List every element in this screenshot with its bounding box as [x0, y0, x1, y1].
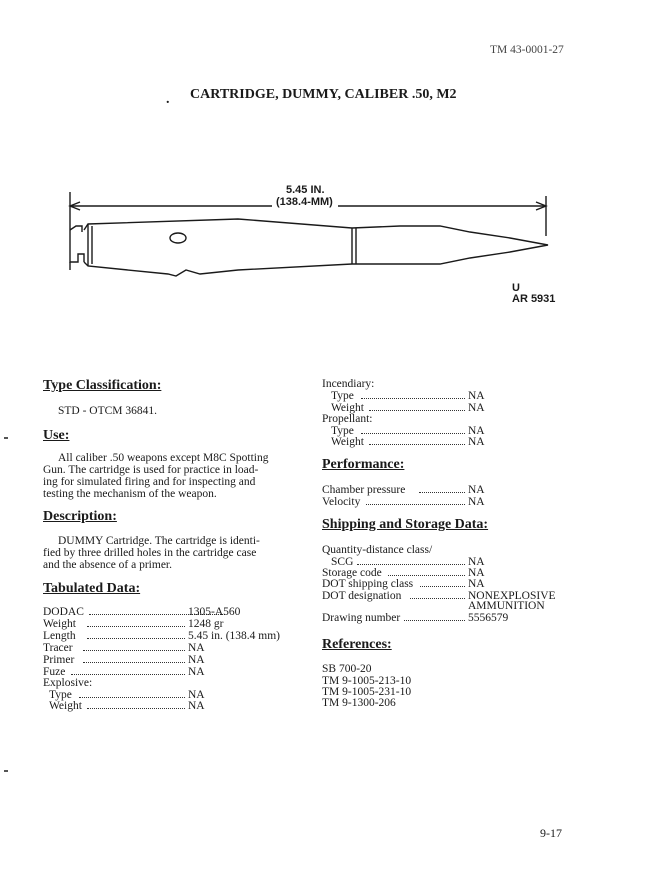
- cartridge-drawing: [0, 170, 650, 310]
- row-label: Storage code: [322, 567, 382, 579]
- row-value: NA: [468, 496, 485, 508]
- row-label: Velocity: [322, 496, 361, 508]
- propellant-label: Propellant:: [322, 413, 373, 425]
- scan-mark: [4, 770, 8, 772]
- drawing-number-row: [322, 612, 542, 624]
- case-body: [84, 219, 548, 276]
- row-label: Chamber pressure: [322, 484, 406, 496]
- row-value: NA: [188, 700, 205, 712]
- row-label: Type: [49, 689, 72, 701]
- row-value: NA: [188, 654, 205, 666]
- tm-number: TM 43-0001-27: [490, 44, 564, 56]
- reference-item: TM 9-1300-206: [322, 697, 396, 709]
- row-value: NONEXPLOSIVE: [468, 590, 556, 602]
- row-label: Length: [43, 630, 76, 642]
- row-value: NA: [468, 402, 485, 414]
- row-value: NA: [468, 567, 485, 579]
- row-value: NA: [468, 390, 485, 402]
- reference-item: TM 9-1005-213-10: [322, 675, 412, 687]
- use-line-3: ing for simulated firing and for inspecting and: [43, 476, 256, 488]
- velocity-row: [322, 496, 522, 508]
- row-value: 5.45 in. (138.4 mm): [188, 630, 280, 642]
- dot-designation-value-line-2: AMMUNITION: [468, 600, 545, 612]
- row-label: DOT designation: [322, 590, 402, 602]
- row-label: Weight: [49, 700, 82, 712]
- row-label: DODAC: [43, 606, 84, 618]
- tabulated-data-heading: Tabulated Data:: [43, 581, 141, 596]
- references-heading: References:: [322, 637, 392, 652]
- type-classification-text: STD - OTCM 36841.: [58, 405, 158, 417]
- incendiary-label: Incendiary:: [322, 378, 375, 390]
- row-value: NA: [188, 666, 205, 678]
- use-line-4: testing the mechanism of the weapon.: [43, 488, 217, 500]
- propellant-weight-row: [331, 436, 531, 448]
- description-line-2: fied by three drilled holes in the cartridge case: [43, 547, 257, 559]
- tabulated-row-length: [43, 630, 303, 642]
- row-value: NA: [468, 436, 485, 448]
- row-value: 1305-A560: [188, 606, 241, 618]
- description-heading: Description:: [43, 509, 117, 524]
- dot-shipping-class-row: [322, 578, 522, 590]
- description-line-1: DUMMY Cartridge. The cartridge is identi-: [58, 535, 260, 547]
- page-number: 9-17: [540, 826, 562, 840]
- explosive-label: Explosive:: [43, 677, 93, 689]
- row-value: NA: [468, 425, 485, 437]
- figure-mark-u: U: [512, 282, 520, 294]
- tabulated-row-tracer: [43, 642, 293, 654]
- row-label: Fuze: [43, 666, 66, 678]
- drilled-hole: [170, 233, 186, 243]
- case-rim: [70, 230, 84, 262]
- dimension-inches: 5.45 IN.: [286, 184, 325, 196]
- row-value: NA: [188, 689, 205, 701]
- tabulated-row-weight: [43, 618, 293, 630]
- tabulated-row-dodac: [43, 606, 293, 618]
- row-label: DOT shipping class: [322, 578, 414, 590]
- scan-mark: [4, 437, 8, 439]
- type-classification-heading: Type Classification:: [43, 378, 162, 393]
- row-label: Tracer: [43, 642, 73, 654]
- title-prefix: .: [166, 92, 170, 107]
- row-value: 5556579: [468, 612, 509, 624]
- page-title: CARTRIDGE, DUMMY, CALIBER .50, M2: [190, 87, 457, 102]
- row-label: SCG: [331, 556, 354, 568]
- case-rim-bottom: [70, 226, 82, 270]
- figure-ar-number: AR 5931: [512, 293, 556, 305]
- row-label: Weight: [43, 618, 76, 630]
- chamber-pressure-row: [322, 484, 522, 496]
- use-heading: Use:: [43, 428, 70, 443]
- shipping-storage-heading: Shipping and Storage Data:: [322, 517, 489, 532]
- reference-item: TM 9-1005-231-10: [322, 686, 412, 698]
- use-line-1: All caliber .50 weapons except M8C Spotting: [58, 452, 269, 464]
- row-label: Type: [331, 390, 354, 402]
- row-value: NA: [188, 642, 205, 654]
- dimension-mm: (138.4-MM): [276, 196, 333, 208]
- description-line-3: and the absence of a primer.: [43, 559, 172, 571]
- row-value: 1248 gr: [188, 618, 224, 630]
- tabulated-row-primer: [43, 654, 293, 666]
- row-label: Weight: [331, 402, 364, 414]
- row-label: Weight: [331, 436, 364, 448]
- explosive-weight-row: [49, 700, 299, 712]
- reference-item: SB 700-20: [322, 663, 372, 675]
- performance-heading: Performance:: [322, 457, 405, 472]
- quantity-distance-label: Quantity-distance class/: [322, 544, 433, 556]
- row-label: Drawing number: [322, 612, 401, 624]
- row-value: NA: [468, 556, 485, 568]
- row-value: NA: [468, 484, 485, 496]
- row-label: Primer: [43, 654, 75, 666]
- incendiary-type-row: [331, 390, 531, 402]
- row-label: Type: [331, 425, 354, 437]
- row-value: NA: [468, 578, 485, 590]
- use-line-2: Gun. The cartridge is used for practice in load-: [43, 464, 259, 476]
